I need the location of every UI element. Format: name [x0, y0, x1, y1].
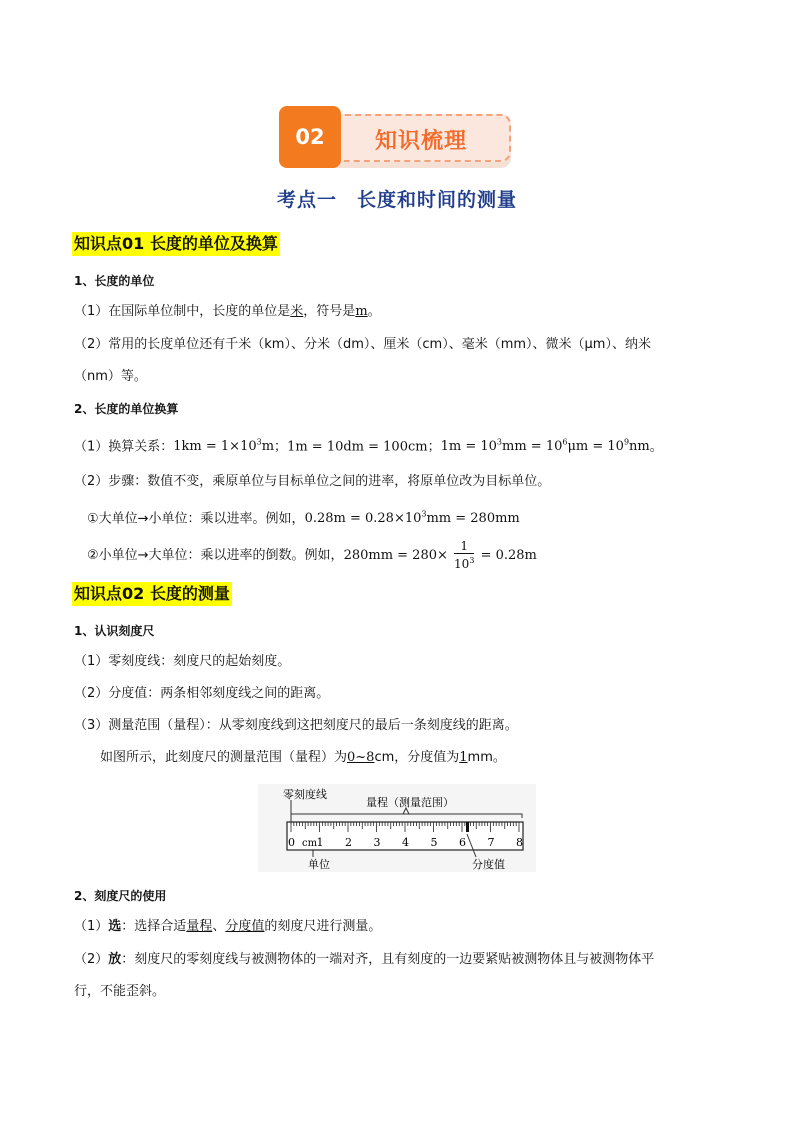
- kp2-s2-p2: （2）放：刻度尺的零刻度线与被测物体的一端对齐，且有刻度的一边要紧贴被测物体且与被测物体平: [74, 952, 655, 967]
- kp2-s1-p2: （2）分度值：两条相邻刻度线之间的距离。: [74, 686, 330, 701]
- label-range: 量程（测量范围）: [366, 796, 454, 809]
- answer-division: 1: [459, 750, 468, 765]
- ruler-tick-label: 3: [373, 836, 381, 849]
- topic-title: 考点一 长度和时间的测量: [276, 189, 517, 211]
- badge-number: 02: [279, 106, 341, 168]
- ruler-unit-cm: cm: [302, 838, 318, 849]
- answer-m: m: [355, 304, 368, 319]
- ruler-tick-label: 7: [487, 836, 495, 849]
- division-marker: [466, 822, 469, 832]
- answer-range: 0~8: [347, 750, 375, 765]
- ruler-tick-label: 5: [430, 836, 438, 849]
- kp1-s1-p1: （1）在国际单位制中，长度的单位是米，符号是m。: [74, 304, 381, 319]
- label-unit: 单位: [308, 858, 330, 871]
- ruler-tick-label: 4: [402, 836, 409, 849]
- answer-meter: 米: [290, 304, 304, 319]
- kp1-title: 知识点01 长度的单位及换算: [72, 232, 280, 256]
- label-division: 分度值: [472, 858, 505, 871]
- ruler-tick-label: 1: [316, 836, 324, 849]
- kp1-s2-p2: （2）步骤：数值不变，乘原单位与目标单位之间的进率，将原单位改为目标单位。: [74, 474, 551, 489]
- kp1-s2-heading: 2、长度的单位换算: [74, 402, 179, 416]
- kp1-s1-p2-cont: （nm）等。: [74, 369, 147, 384]
- kp2-s1-p3: （3）测量范围（量程）：从零刻度线到这把刻度尺的最后一条刻度线的距离。: [74, 718, 518, 733]
- ruler-tick-label: 0: [288, 836, 295, 849]
- ruler-tick-label: 6: [459, 836, 466, 849]
- kp2-s2-heading: 2、刻度尺的使用: [74, 889, 167, 903]
- fraction: $\frac{1}{10^3}$: [454, 539, 475, 571]
- section-badge: [279, 106, 515, 168]
- kp1-s1-p2: （2）常用的长度单位还有千米（km）、分米（dm）、厘米（cm）、毫米（mm）、微米（μm）、纳米: [74, 337, 651, 352]
- label-zero-line: 零刻度线: [283, 788, 327, 801]
- kp2-s2-p1: （1）选：选择合适量程、分度值的刻度尺进行测量。: [74, 919, 382, 934]
- ruler-svg: [258, 784, 536, 872]
- ruler-tick-label: 8: [516, 836, 523, 849]
- kp2-title: 知识点02 长度的测量: [72, 582, 232, 606]
- ruler-figure: [258, 784, 536, 872]
- kp2-s1-p1: （1）零刻度线：刻度尺的起始刻度。: [74, 654, 291, 669]
- ruler-tick-labels: [288, 836, 523, 849]
- badge-title: 知识梳理: [375, 129, 468, 154]
- ruler-tick-label: 2: [345, 836, 352, 849]
- kp2-s1-heading: 1、认识刻度尺: [74, 624, 155, 638]
- kp1-s1-heading: 1、长度的单位: [74, 274, 155, 288]
- kp2-s2-p2-cont: 行，不能歪斜。: [74, 984, 166, 999]
- kp1-s2-p3: ①大单位→小单位：乘以进率。例如，$0.28m = 0.28\times 10^3mm = 280mm$: [87, 510, 520, 527]
- kp1-s2-p1: （1）换算关系：$1km = 1\times 10^3m$；1m = 10dm = 100cm；$1m = 10^3mm = 10^6\mu m = 10^9nm$。: [74, 438, 663, 455]
- kp1-s2-p4: ②小单位→大单位：乘以进率的倒数。例如，280mm = 280× $\frac{1}{10^3}$ = 0.28m: [87, 539, 537, 571]
- range-bracket: [291, 814, 522, 818]
- kp2-s1-p4: 如图所示，此刻度尺的测量范围（量程）为0~8cm，分度值为1mm。: [100, 750, 506, 765]
